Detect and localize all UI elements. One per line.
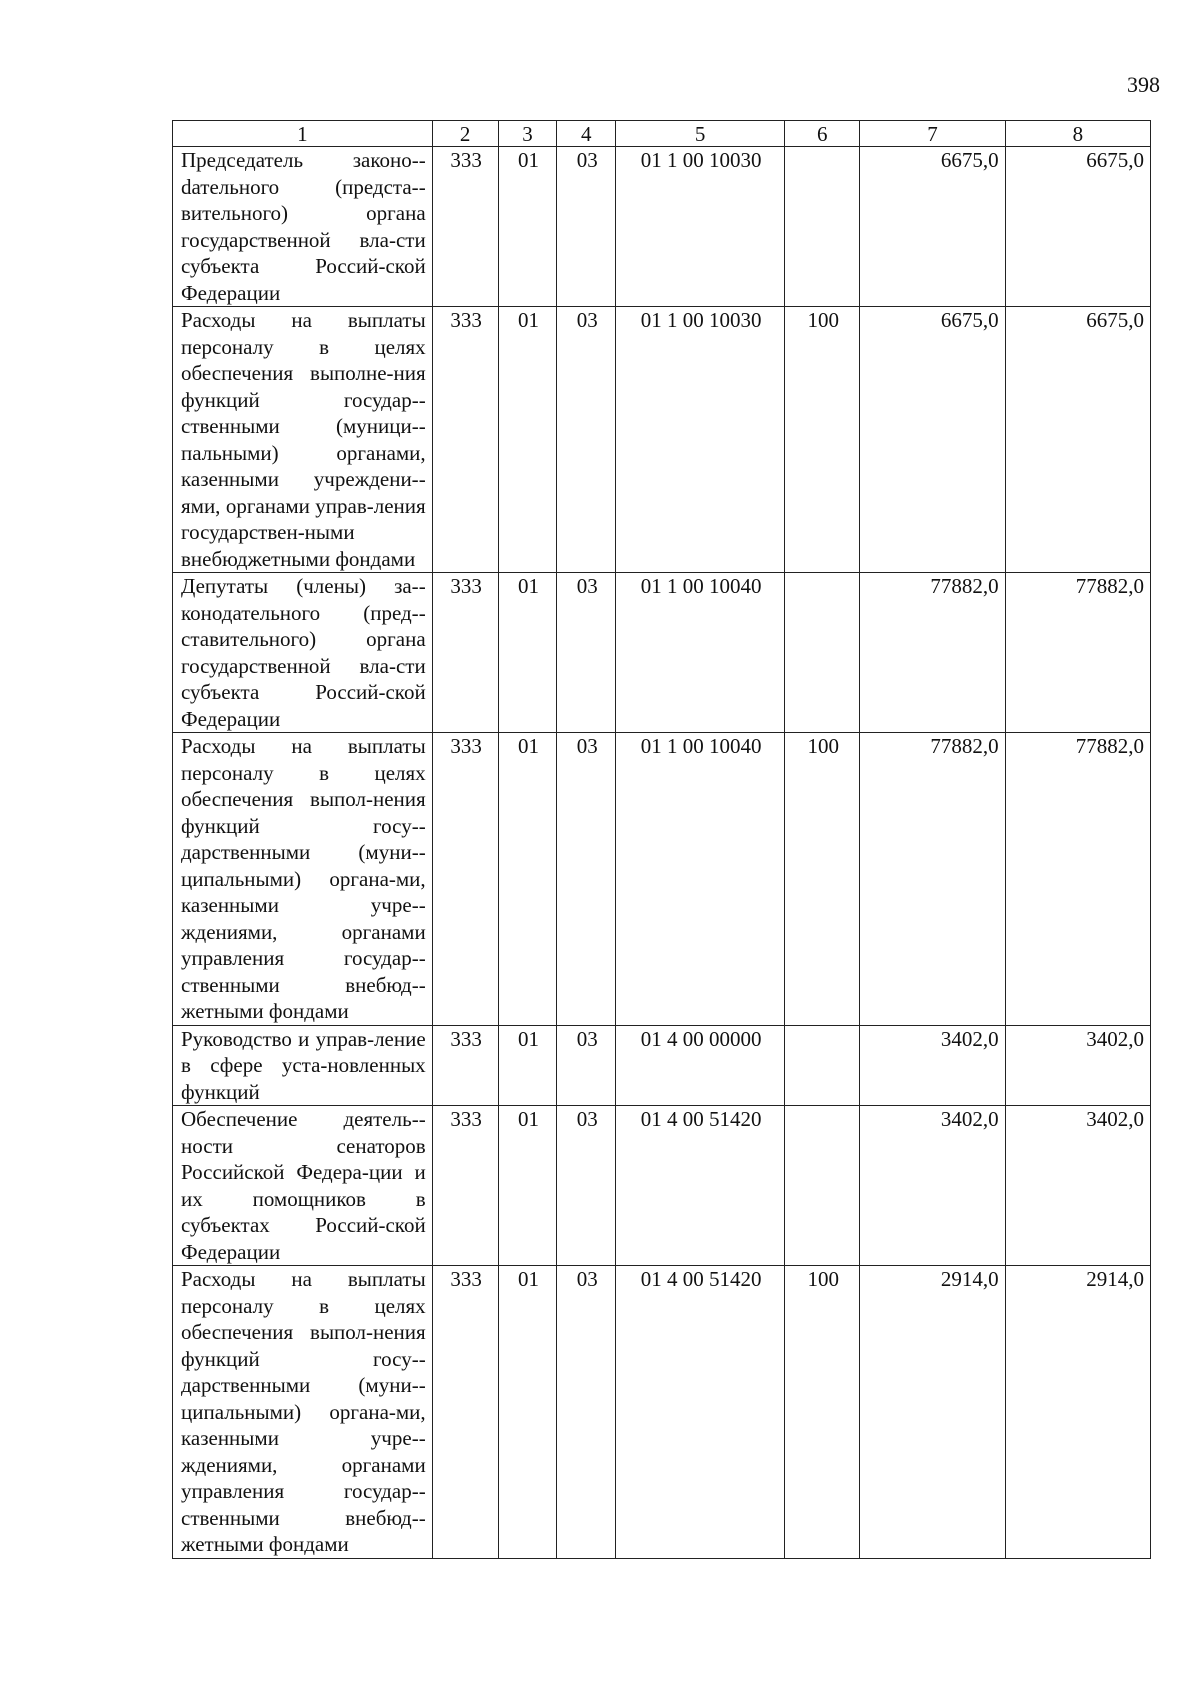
row-col-2: 333 xyxy=(432,1266,498,1559)
row-col-7: 77882,0 xyxy=(860,573,1005,733)
row-col-7: 3402,0 xyxy=(860,1106,1005,1266)
row-col-3: 01 xyxy=(498,307,557,573)
row-col-8: 77882,0 xyxy=(1005,573,1150,733)
column-header-8: 8 xyxy=(1005,121,1150,147)
row-col-2: 333 xyxy=(432,147,498,307)
budget-table xyxy=(172,120,1151,1559)
row-col-3: 01 xyxy=(498,1266,557,1559)
row-description: Председатель законо-dательного (предста-вительного) органа государственной вла-сти субъекта Россий-ской Федерации xyxy=(173,147,433,307)
row-col-5: 01 4 00 51420 xyxy=(616,1106,785,1266)
row-col-3: 01 xyxy=(498,1106,557,1266)
row-col-6: 100 xyxy=(785,1266,860,1559)
column-header-5: 5 xyxy=(616,121,785,147)
row-description: Расходы на выплаты персоналу в целях обеспечения выпол-нения функций госу-дарственными (муни-ципальными) органа-ми, казенными учре-ждениями, органами управления государ-ственными внебюд-жетными фондами xyxy=(173,1266,433,1559)
table-row xyxy=(173,1106,1151,1266)
row-col-8: 6675,0 xyxy=(1005,307,1150,573)
table-row xyxy=(173,733,1151,1026)
row-col-7: 6675,0 xyxy=(860,147,1005,307)
row-col-6 xyxy=(785,1025,860,1106)
row-col-5: 01 1 00 10030 xyxy=(616,147,785,307)
row-col-4: 03 xyxy=(557,1025,616,1106)
table-row xyxy=(173,307,1151,573)
row-col-2: 333 xyxy=(432,573,498,733)
row-col-3: 01 xyxy=(498,147,557,307)
row-col-6: 100 xyxy=(785,733,860,1026)
column-header-7: 7 xyxy=(860,121,1005,147)
table-row xyxy=(173,573,1151,733)
row-col-2: 333 xyxy=(432,1025,498,1106)
row-col-7: 2914,0 xyxy=(860,1266,1005,1559)
row-col-6 xyxy=(785,1106,860,1266)
row-col-5: 01 4 00 51420 xyxy=(616,1266,785,1559)
row-col-5: 01 1 00 10040 xyxy=(616,733,785,1026)
column-header-2: 2 xyxy=(432,121,498,147)
row-col-7: 6675,0 xyxy=(860,307,1005,573)
table-row xyxy=(173,1266,1151,1559)
row-col-2: 333 xyxy=(432,307,498,573)
row-col-4: 03 xyxy=(557,733,616,1026)
row-col-8: 3402,0 xyxy=(1005,1106,1150,1266)
row-description: Расходы на выплаты персоналу в целях обеспечения выпол-нения функций госу-дарственными (муни-ципальными) органа-ми, казенными учре-ждениями, органами управления государ-ственными внебюд-жетными фондами xyxy=(173,733,433,1026)
row-col-4: 03 xyxy=(557,147,616,307)
column-header-3: 3 xyxy=(498,121,557,147)
row-col-8: 2914,0 xyxy=(1005,1266,1150,1559)
row-description: Руководство и управ-ление в сфере уста-новленных функций xyxy=(173,1025,433,1106)
header-row xyxy=(173,121,1151,147)
row-col-8: 77882,0 xyxy=(1005,733,1150,1026)
row-col-4: 03 xyxy=(557,307,616,573)
row-col-4: 03 xyxy=(557,1106,616,1266)
row-col-2: 333 xyxy=(432,733,498,1026)
row-description: Расходы на выплаты персоналу в целях обеспечения выполне-ния функций государ-ственными (муници-пальными) органами, казенными учреждени-ями, органами управ-ления государствен-ными внебюджетными фондами xyxy=(173,307,433,573)
row-col-6: 100 xyxy=(785,307,860,573)
table-row xyxy=(173,1025,1151,1106)
row-col-3: 01 xyxy=(498,1025,557,1106)
row-description: Обеспечение деятель-ности сенаторов Российской Федера-ции и их помощников в субъектах Россий-ской Федерации xyxy=(173,1106,433,1266)
row-col-3: 01 xyxy=(498,733,557,1026)
row-col-8: 3402,0 xyxy=(1005,1025,1150,1106)
row-col-4: 03 xyxy=(557,573,616,733)
row-col-6 xyxy=(785,573,860,733)
row-col-5: 01 4 00 00000 xyxy=(616,1025,785,1106)
row-col-5: 01 1 00 10030 xyxy=(616,307,785,573)
column-header-4: 4 xyxy=(557,121,616,147)
table-row xyxy=(173,147,1151,307)
page-number: 398 xyxy=(1127,72,1160,97)
row-col-8: 6675,0 xyxy=(1005,147,1150,307)
row-col-7: 77882,0 xyxy=(860,733,1005,1026)
row-col-6 xyxy=(785,147,860,307)
row-col-4: 03 xyxy=(557,1266,616,1559)
row-col-5: 01 1 00 10040 xyxy=(616,573,785,733)
column-header-1: 1 xyxy=(173,121,433,147)
row-col-2: 333 xyxy=(432,1106,498,1266)
row-col-7: 3402,0 xyxy=(860,1025,1005,1106)
row-col-3: 01 xyxy=(498,573,557,733)
row-description: Депутаты (члены) за-конодательного (пред-ставительного) органа государственной вла-сти субъекта Россий-ской Федерации xyxy=(173,573,433,733)
column-header-6: 6 xyxy=(785,121,860,147)
